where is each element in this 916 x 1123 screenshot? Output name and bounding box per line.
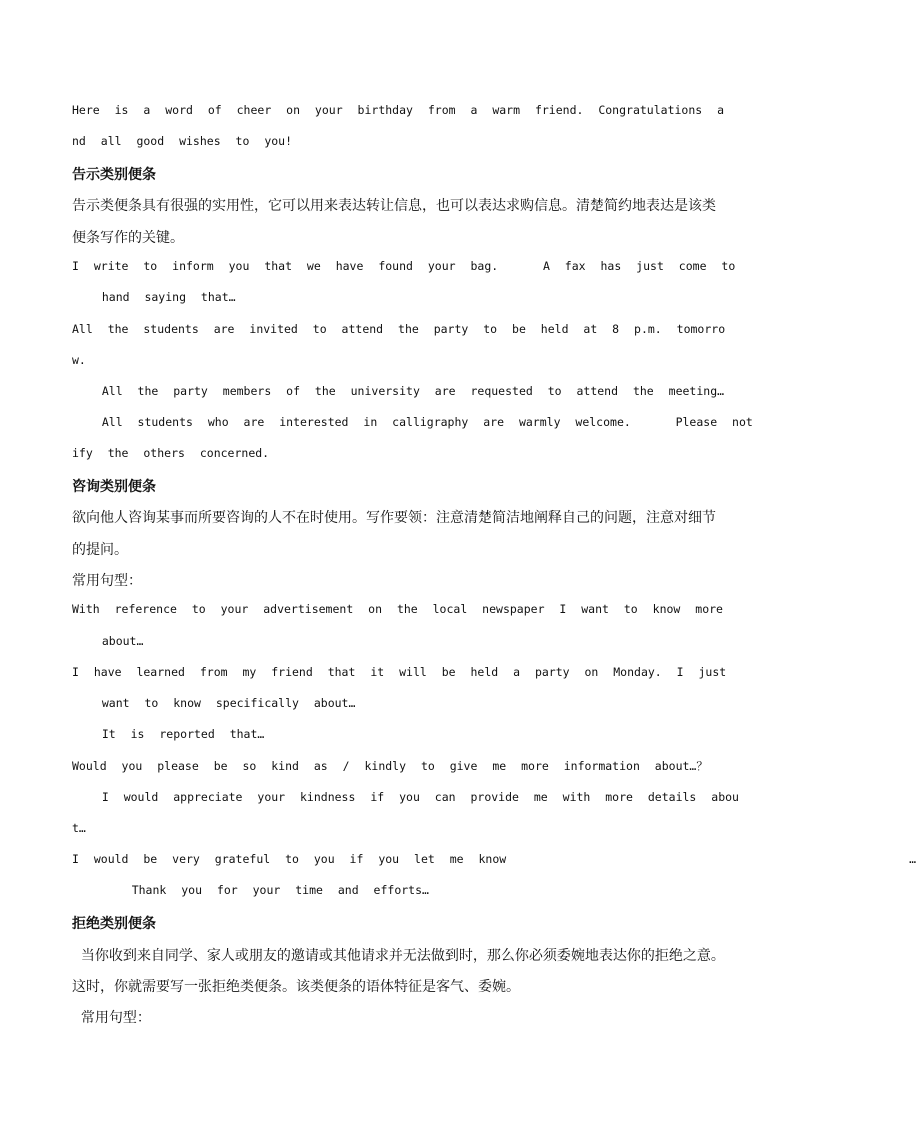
paragraph-line: t… bbox=[72, 821, 86, 835]
paragraph-line: ify the others concerned. bbox=[72, 446, 270, 460]
paragraph-line: I would be very grateful to you if you let me know … bbox=[72, 852, 916, 866]
paragraph-line: All students who are interested in calligraphy are warmly welcome. Please not bbox=[72, 415, 753, 429]
paragraph-line: It is reported that… bbox=[72, 727, 265, 741]
paragraph-line: I would appreciate your kindness if you can provide me with more details abou bbox=[72, 790, 739, 804]
paragraph-line: nd all good wishes to you! bbox=[72, 134, 293, 148]
section-heading: 拒绝类别便条 bbox=[72, 916, 156, 932]
paragraph-line: 告示类便条具有很强的实用性，它可以用来表达转让信息，也可以表达求购信息。清楚简约地表达是该类 bbox=[72, 198, 716, 214]
paragraph-line: All the students are invited to attend the party to be held at 8 p.m. tomorro bbox=[72, 322, 726, 336]
paragraph-line: 常用句型： bbox=[72, 573, 142, 589]
paragraph-line: Here is a word of cheer on your birthday from a warm friend. Congratulations a bbox=[72, 103, 725, 117]
paragraph-line: 便条写作的关键。 bbox=[72, 230, 184, 246]
paragraph-line: hand saying that… bbox=[72, 290, 236, 304]
paragraph-line: Thank you for your time and efforts… bbox=[72, 883, 429, 897]
section-heading: 咨询类别便条 bbox=[72, 479, 156, 495]
paragraph-line: w. bbox=[72, 353, 86, 367]
paragraph-line: want to know specifically about… bbox=[72, 696, 356, 710]
paragraph-line: 欲向他人咨询某事而所要咨询的人不在时使用。写作要领：注意清楚简洁地阐释自己的问题，注意对细节 bbox=[72, 510, 716, 526]
paragraph-line: about… bbox=[72, 634, 144, 648]
paragraph-line: 这时，你就需要写一张拒绝类便条。该类便条的语体特征是客气、委婉。 bbox=[72, 979, 520, 995]
paragraph-line: I have learned from my friend that it will be held a party on Monday. I just bbox=[72, 665, 727, 679]
paragraph-line: 常用句型： bbox=[72, 1010, 151, 1026]
paragraph-line: 当你收到来自同学、家人或朋友的邀请或其他请求并无法做到时，那么你必须委婉地表达你的拒绝之意。 bbox=[72, 948, 725, 964]
paragraph-line: With reference to your advertisement on the local newspaper I want to know more bbox=[72, 602, 723, 616]
paragraph-line: 的提问。 bbox=[72, 542, 128, 558]
paragraph-line: Would you please be so kind as / kindly to give me more information about…？ bbox=[72, 759, 708, 773]
paragraph-line: All the party members of the university are requested to attend the meeting… bbox=[72, 384, 725, 398]
section-heading: 告示类别便条 bbox=[72, 167, 156, 183]
paragraph-line: I write to inform you that we have found your bag. A fax has just come to bbox=[72, 259, 736, 273]
